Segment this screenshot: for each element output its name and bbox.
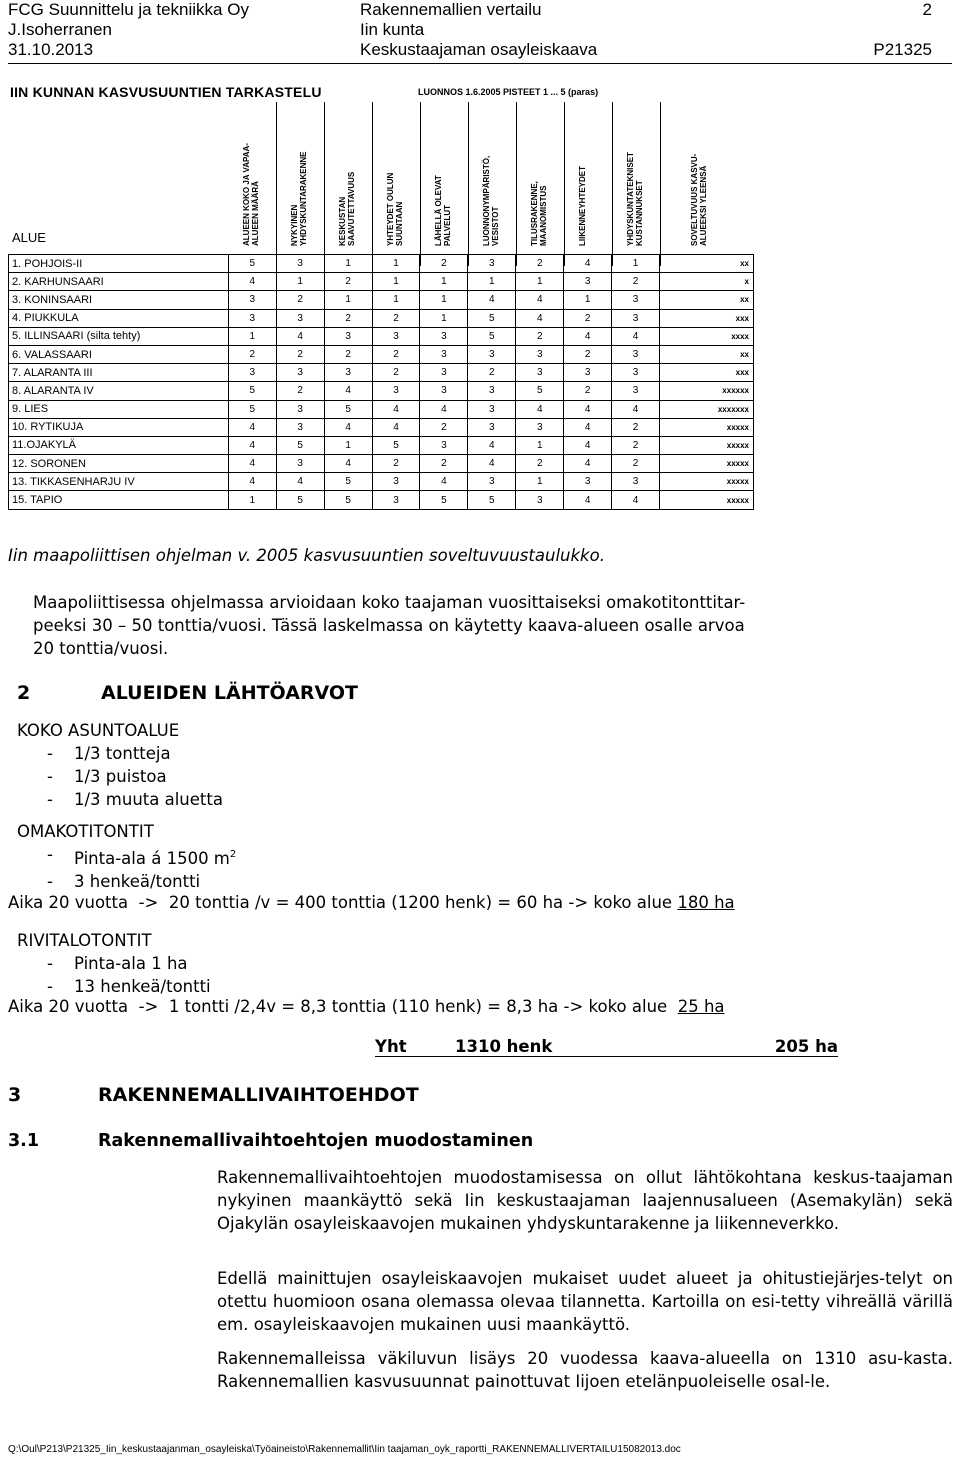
suitability-cell: xxxxx	[659, 455, 753, 473]
score-cell: 1	[516, 436, 564, 454]
column-header: LÄHELLÄ OLEVAT PALVELUT	[434, 175, 452, 246]
score-cell: 4	[324, 418, 372, 436]
score-cell: 3	[468, 418, 516, 436]
suitability-cell: xxxxxxx	[659, 400, 753, 418]
score-cell: 3	[372, 473, 420, 491]
page-number: 2	[922, 0, 932, 19]
area-name: 7. ALARANTA III	[9, 364, 229, 382]
area-name: 11.OJAKYLÄ	[9, 436, 229, 454]
scanned-table	[8, 82, 754, 538]
score-cell: 2	[276, 345, 324, 363]
score-cell: 2	[516, 455, 564, 473]
table-row	[9, 491, 754, 509]
score-cell: 2	[564, 309, 612, 327]
alue-label: ALUE	[12, 230, 46, 245]
column-header: LUONNONYMPÄRISTÖ, VESISTOT	[482, 155, 500, 246]
score-cell: 5	[228, 382, 276, 400]
score-cell: 4	[564, 491, 612, 509]
score-cell: 3	[324, 364, 372, 382]
column-header: YHDYSKUNTATEKNISET KUSTANNUKSET	[626, 152, 644, 246]
table-title: IIN KUNNAN KASVUSUUNTIEN TARKASTELU	[10, 84, 322, 100]
omakoti-block	[17, 820, 236, 893]
score-cell: 1	[468, 273, 516, 291]
score-cell: 3	[612, 291, 660, 309]
column-header: TILUSRAKENNE, MAANOMISTUS	[530, 181, 548, 246]
score-cell: 4	[228, 418, 276, 436]
table-row	[9, 473, 754, 491]
score-cell: 2	[612, 436, 660, 454]
table-row	[9, 400, 754, 418]
score-cell: 2	[276, 382, 324, 400]
list-item: - 13 henkeä/tontti	[17, 975, 211, 998]
paragraph: Edellä mainittujen osayleiskaavojen mukaiset uudet alueet ja ohitustiejärjes-telyt on otettu huomioon osana olemassa olevaa tilannetta. Kartoilla on esi-tetty vihreällä värillä em. osayleiskaavojen mukainen uusi maankäyttö.	[217, 1269, 953, 1334]
table-row	[9, 455, 754, 473]
score-cell: 3	[516, 418, 564, 436]
score-cell: 4	[468, 291, 516, 309]
paragraph: Rakennemallivaihtoehtojen muodostamisessa on ollut lähtökohtana keskus-taajaman nykyinen maankäyttö sekä Iin keskustaajaman laajennusalueen (Asemakylän) sekä Ojakylän osayleiskaavojen mukainen yhdyskuntarakenne ja liikenneverkko.	[217, 1168, 953, 1233]
score-cell: 1	[324, 291, 372, 309]
score-cell: 3	[612, 473, 660, 491]
score-cell: 1	[516, 473, 564, 491]
suitability-cell: xxx	[659, 364, 753, 382]
score-cell: 3	[276, 455, 324, 473]
suitability-cell: xxxxx	[659, 436, 753, 454]
suitability-cell: xx	[659, 255, 753, 273]
score-cell: 4	[468, 455, 516, 473]
rivi-heading: RIVITALOTONTIT	[17, 931, 152, 950]
score-cell: 3	[468, 255, 516, 273]
score-cell: 4	[564, 436, 612, 454]
section-number: 3	[8, 1084, 22, 1106]
score-cell: 3	[372, 382, 420, 400]
score-cell: 3	[228, 309, 276, 327]
score-cell: 3	[372, 491, 420, 509]
score-cell: 4	[228, 455, 276, 473]
score-cell: 1	[228, 491, 276, 509]
area-name: 8. ALARANTA IV	[9, 382, 229, 400]
area-name: 9. LIES	[9, 400, 229, 418]
table-row	[9, 309, 754, 327]
column-header: NYKYINEN YHDYSKUNTARAKENNE	[290, 151, 308, 246]
subsection-number: 3.1	[8, 1131, 40, 1151]
koko-heading: KOKO ASUNTOALUE	[17, 721, 180, 740]
score-cell: 4	[372, 418, 420, 436]
omakoti-heading: OMAKOTITONTIT	[17, 822, 154, 841]
list-item: - 1/3 puistoa	[17, 765, 223, 788]
score-cell: 3	[420, 382, 468, 400]
score-cell: 2	[612, 455, 660, 473]
score-cell: 1	[420, 309, 468, 327]
area-name: 15. TAPIO	[9, 491, 229, 509]
score-cell: 4	[564, 255, 612, 273]
suitability-cell: xxxxxx	[659, 382, 753, 400]
score-cell: 2	[420, 418, 468, 436]
calc-result: 25 ha	[677, 997, 725, 1016]
suitability-cell: xxxxx	[659, 418, 753, 436]
column-divider	[420, 102, 421, 266]
document-title: Rakennemallien vertailu	[360, 0, 542, 19]
score-cell: 4	[228, 473, 276, 491]
suitability-cell: xxx	[659, 309, 753, 327]
suitability-cell: xx	[659, 345, 753, 363]
score-cell: 2	[516, 327, 564, 345]
score-cell: 5	[468, 491, 516, 509]
score-cell: 2	[228, 345, 276, 363]
score-cell: 3	[372, 327, 420, 345]
score-cell: 4	[276, 473, 324, 491]
subsection-title: Rakennemallivaihtoehtojen muodostaminen	[98, 1131, 534, 1151]
column-header: SOVELTUVUUS KASVU- ALUEEKSI YLEENSÄ	[690, 153, 708, 246]
score-cell: 3	[276, 400, 324, 418]
score-cell: 3	[276, 309, 324, 327]
score-cell: 4	[228, 273, 276, 291]
column-header: KESKUSTAN SAAVUTETTAVUUS	[338, 171, 356, 246]
score-cell: 3	[516, 364, 564, 382]
score-cell: 2	[372, 309, 420, 327]
score-cell: 5	[276, 491, 324, 509]
score-cell: 4	[276, 327, 324, 345]
score-cell: 3	[612, 345, 660, 363]
area-name: 13. TIKKASENHARJU IV	[9, 473, 229, 491]
column-divider	[516, 102, 517, 266]
score-cell: 4	[612, 400, 660, 418]
calc-result: 180 ha	[677, 893, 735, 912]
page-header	[8, 0, 932, 60]
suitability-cell: xxxx	[659, 327, 753, 345]
list-item: - Pinta-ala 1 ha	[17, 952, 211, 975]
list-item: - Pinta-ala á 1500 $m^2$	[17, 843, 236, 870]
score-cell: 2	[612, 418, 660, 436]
omakoti-calc: Aika 20 vuotta -> 20 tonttia /v = 400 tonttia (1200 henk) = 60 ha -> koko alue 180 ha	[8, 893, 735, 912]
score-cell: 5	[468, 327, 516, 345]
file-path-footer: Q:\Oul\P213\P21325_Iin_keskustaajanman_osayleiska\Työaineisto\Rakennemallit\Iin taajaman_oyk_raportti_RAKENNEMALLIVERTAILU15082013.doc	[8, 1444, 681, 1455]
score-cell: 4	[564, 455, 612, 473]
score-cell: 3	[612, 309, 660, 327]
table-row	[9, 345, 754, 363]
column-divider	[276, 102, 277, 266]
score-cell: 1	[324, 255, 372, 273]
area-name: 6. VALASSAARI	[9, 345, 229, 363]
score-cell: 1	[372, 291, 420, 309]
score-cell: 3	[612, 364, 660, 382]
score-cell: 2	[324, 345, 372, 363]
column-header: LIIKENNEYHTEYDET	[578, 165, 587, 246]
score-cell: 3	[516, 345, 564, 363]
score-cell: 4	[228, 436, 276, 454]
scores-table	[8, 254, 754, 510]
score-cell: 5	[324, 473, 372, 491]
intro-paragraph	[33, 591, 853, 660]
subsection-heading	[8, 1131, 533, 1151]
score-cell: 4	[420, 400, 468, 418]
list-item: - 1/3 tontteja	[17, 742, 223, 765]
column-divider	[612, 102, 613, 266]
score-cell: 4	[324, 455, 372, 473]
intro-line: Maapoliittisessa ohjelmassa arvioidaan koko taajaman vuosittaiseksi omakotitonttitar-	[33, 593, 746, 612]
score-cell: 5	[516, 382, 564, 400]
suitability-cell: xxxxx	[659, 491, 753, 509]
score-cell: 1	[324, 436, 372, 454]
score-cell: 4	[516, 400, 564, 418]
area-name: 12. SORONEN	[9, 455, 229, 473]
score-cell: 4	[516, 309, 564, 327]
total-area: 205 ha	[774, 1037, 838, 1056]
company-name: FCG Suunnittelu ja tekniikka Oy	[8, 0, 249, 19]
score-cell: 3	[276, 255, 324, 273]
score-cell: 2	[564, 345, 612, 363]
score-cell: 2	[372, 345, 420, 363]
score-cell: 1	[420, 273, 468, 291]
score-cell: 2	[420, 255, 468, 273]
score-cell: 3	[468, 473, 516, 491]
area-name: 1. POHJOIS-II	[9, 255, 229, 273]
score-cell: 2	[372, 455, 420, 473]
score-cell: 3	[420, 345, 468, 363]
municipality: Iin kunta	[360, 20, 425, 39]
score-cell: 4	[324, 382, 372, 400]
author: J.Isoherranen	[8, 20, 112, 39]
section-number: 2	[17, 682, 31, 704]
score-cell: 5	[324, 400, 372, 418]
table-row	[9, 418, 754, 436]
area-name: 10. RYTIKUJA	[9, 418, 229, 436]
suitability-cell: x	[659, 273, 753, 291]
score-cell: 2	[324, 273, 372, 291]
score-cell: 4	[420, 473, 468, 491]
score-cell: 1	[516, 273, 564, 291]
section-title: RAKENNEMALLIVAIHTOEHDOT	[98, 1084, 419, 1106]
score-cell: 2	[516, 255, 564, 273]
header-divider	[8, 63, 952, 64]
score-cell: 3	[228, 364, 276, 382]
column-divider	[564, 102, 565, 266]
score-cell: 3	[324, 327, 372, 345]
section-title: ALUEIDEN LÄHTÖARVOT	[101, 682, 359, 704]
score-cell: 4	[468, 436, 516, 454]
score-cell: 1	[228, 327, 276, 345]
score-cell: 2	[612, 273, 660, 291]
area-name: 4. PIUKKULA	[9, 309, 229, 327]
score-cell: 2	[324, 309, 372, 327]
column-divider	[660, 102, 661, 266]
table-row	[9, 327, 754, 345]
score-cell: 5	[468, 309, 516, 327]
score-cell: 3	[276, 364, 324, 382]
score-cell: 4	[612, 327, 660, 345]
score-cell: 2	[372, 364, 420, 382]
koko-block	[17, 719, 223, 811]
score-cell: 2	[564, 382, 612, 400]
list-item: - 3 henkeä/tontti	[17, 870, 236, 893]
score-cell: 5	[228, 400, 276, 418]
table-row	[9, 255, 754, 273]
score-cell: 1	[420, 291, 468, 309]
score-cell: 4	[516, 291, 564, 309]
header-date: 31.10.2013	[8, 40, 94, 59]
table-row	[9, 273, 754, 291]
score-cell: 3	[564, 473, 612, 491]
table-row	[9, 364, 754, 382]
plan-name: Keskustaajaman osayleiskaava	[360, 40, 598, 59]
area-name: 5. ILLINSAARI (silta tehty)	[9, 327, 229, 345]
score-cell: 4	[372, 400, 420, 418]
superscript: 2	[229, 849, 237, 860]
score-cell: 4	[564, 400, 612, 418]
score-cell: 2	[276, 291, 324, 309]
score-cell: 3	[420, 436, 468, 454]
rivi-calc: Aika 20 vuotta -> 1 tontti /2,4v = 8,3 tonttia (110 henk) = 8,3 ha -> koko alue 25 ha	[8, 997, 725, 1016]
suitability-cell: xx	[659, 291, 753, 309]
project-number: P21325	[873, 40, 932, 59]
score-cell: 3	[564, 364, 612, 382]
section-3-heading	[8, 1084, 419, 1106]
score-cell: 3	[468, 382, 516, 400]
suitability-cell: xxxxx	[659, 473, 753, 491]
intro-line: peeksi 30 – 50 tonttia/vuosi. Tässä laskelmassa on käytetty kaava-alueen osalle arvoa	[33, 616, 745, 635]
score-cell: 1	[372, 255, 420, 273]
score-cell: 5	[276, 436, 324, 454]
score-cell: 3	[228, 291, 276, 309]
paragraph: Rakennemalleissa väkiluvun lisäys 20 vuodessa kaava-alueella on 1310 asu-kasta. Rakennemallien kasvusuunnat painottuvat Iijoen etelänpuoleiselle osal-le.	[217, 1349, 953, 1391]
column-header: YHTEYDET OULUN SUUNTAAN	[386, 172, 404, 246]
score-cell: 4	[564, 418, 612, 436]
column-divider	[324, 102, 325, 266]
column-header: ALUEEN KOKO JA VAPAA- ALUEEN MÄÄRÄ	[242, 143, 260, 246]
score-cell: 2	[468, 364, 516, 382]
score-cell: 5	[420, 491, 468, 509]
table-row	[9, 382, 754, 400]
score-cell: 3	[468, 345, 516, 363]
column-divider	[468, 102, 469, 266]
score-cell: 1	[564, 291, 612, 309]
score-cell: 3	[612, 382, 660, 400]
score-cell: 4	[612, 491, 660, 509]
score-cell: 3	[420, 327, 468, 345]
table-subtitle: LUONNOS 1.6.2005 PISTEET 1 ... 5 (paras)	[418, 87, 599, 97]
table-row	[9, 436, 754, 454]
score-cell: 5	[228, 255, 276, 273]
score-cell: 4	[564, 327, 612, 345]
section-2-heading	[17, 682, 358, 704]
total-people: 1310 henk	[455, 1037, 553, 1056]
score-cell: 3	[564, 273, 612, 291]
list-item: - 1/3 muuta aluetta	[17, 788, 223, 811]
area-name: 2. KARHUNSAARI	[9, 273, 229, 291]
score-cell: 5	[324, 491, 372, 509]
score-cell: 2	[420, 455, 468, 473]
score-cell: 1	[372, 273, 420, 291]
table-caption: Iin maapoliittisen ohjelman v. 2005 kasvusuuntien soveltuvuustaulukko.	[8, 546, 605, 565]
score-cell: 5	[372, 436, 420, 454]
area-name: 3. KONINSAARI	[9, 291, 229, 309]
score-cell: 3	[420, 364, 468, 382]
score-cell: 3	[276, 418, 324, 436]
intro-line: 20 tonttia/vuosi.	[33, 639, 169, 658]
table-row	[9, 291, 754, 309]
score-cell: 3	[516, 491, 564, 509]
score-cell: 1	[276, 273, 324, 291]
total-label: Yht	[375, 1037, 407, 1056]
rivi-block	[17, 929, 211, 998]
column-divider	[372, 102, 373, 266]
score-cell: 1	[612, 255, 660, 273]
total-row	[375, 1036, 838, 1057]
score-cell: 3	[468, 400, 516, 418]
